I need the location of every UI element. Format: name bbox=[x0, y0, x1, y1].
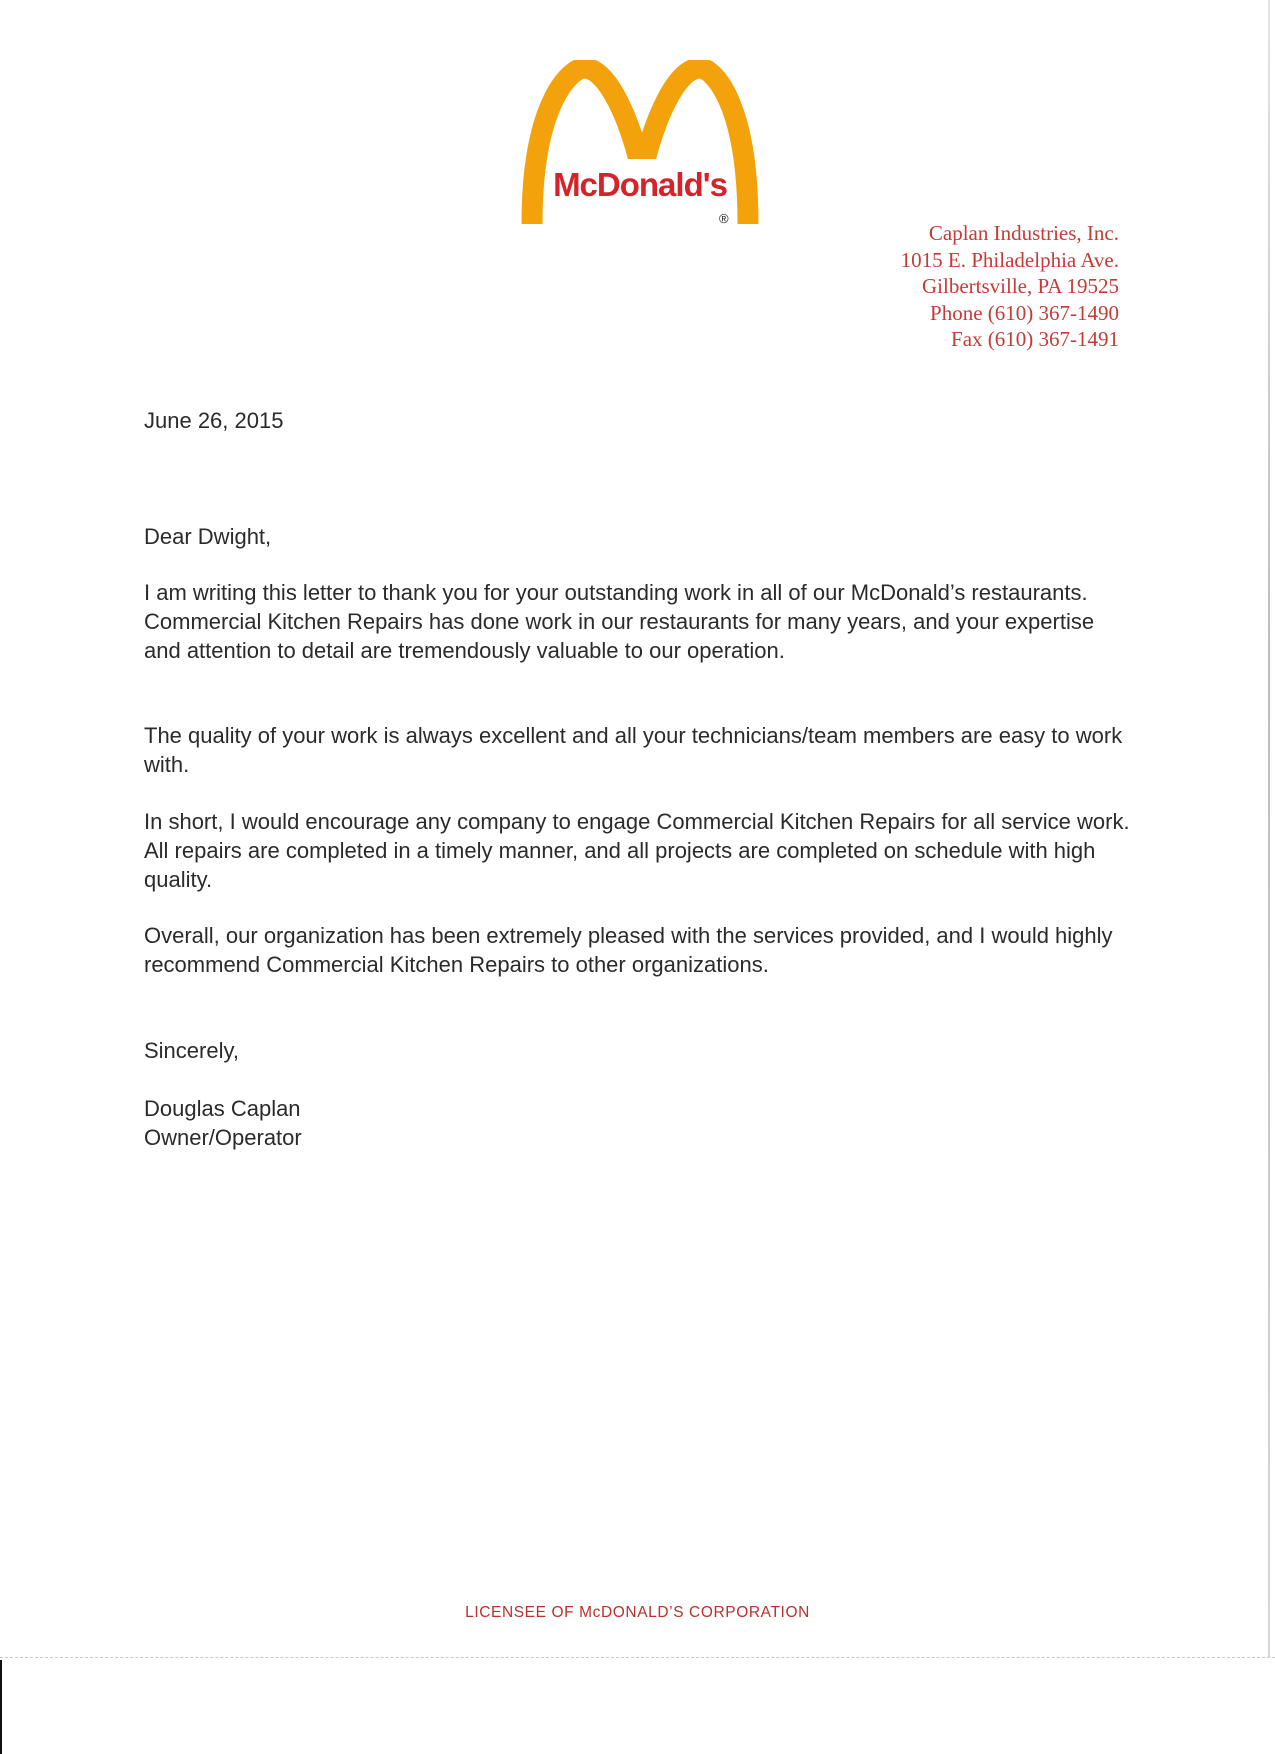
body-paragraph: The quality of your work is always excellent and all your technicians/team members are easy to work with. bbox=[144, 723, 1123, 777]
signer-name: Douglas Caplan bbox=[144, 1096, 301, 1121]
phone-number: Phone (610) 367-1490 bbox=[930, 300, 1119, 325]
body-paragraph: I am writing this letter to thank you for your outstanding work in all of our McDonald’s restaurants. Commercial Kitchen Repairs has done work in our restaurants for many years, and your expertise and attention to detail are tremendously valuable to our operation. bbox=[144, 580, 1095, 663]
registered-mark: ® bbox=[719, 211, 729, 226]
street-address: 1015 E. Philadelphia Ave. bbox=[900, 247, 1119, 272]
letter-date: June 26, 2015 bbox=[144, 408, 284, 433]
letterhead-address bbox=[901, 220, 1119, 353]
company-name: Caplan Industries, Inc. bbox=[928, 221, 1119, 245]
logo-wordmark: McDonald's bbox=[553, 166, 727, 203]
licensee-footer: LICENSEE OF McDONALD’S CORPORATION bbox=[465, 1604, 810, 1621]
scan-edge-line bbox=[0, 1657, 1275, 1658]
fax-number: Fax (610) 367-1491 bbox=[951, 327, 1119, 351]
closing: Sincerely, bbox=[144, 1038, 239, 1063]
mcdonalds-logo bbox=[520, 60, 770, 232]
signature-block bbox=[144, 1094, 302, 1152]
scan-edge-line bbox=[1268, 0, 1270, 1657]
signer-title: Owner/Operator bbox=[144, 1125, 302, 1150]
body-paragraph: Overall, our organization has been extremely pleased with the services provided, and I would highly recommend Commercial Kitchen Repairs to other organizations. bbox=[144, 923, 1113, 977]
scan-edge-mark bbox=[0, 1660, 2, 1754]
city-state-zip: Gilbertsville, PA 19525 bbox=[922, 274, 1119, 298]
salutation: Dear Dwight, bbox=[144, 524, 272, 549]
body-paragraph: In short, I would encourage any company to engage Commercial Kitchen Repairs for all service work. All repairs are completed in a timely manner, and all projects are completed on schedule with high quality. bbox=[144, 809, 1130, 892]
